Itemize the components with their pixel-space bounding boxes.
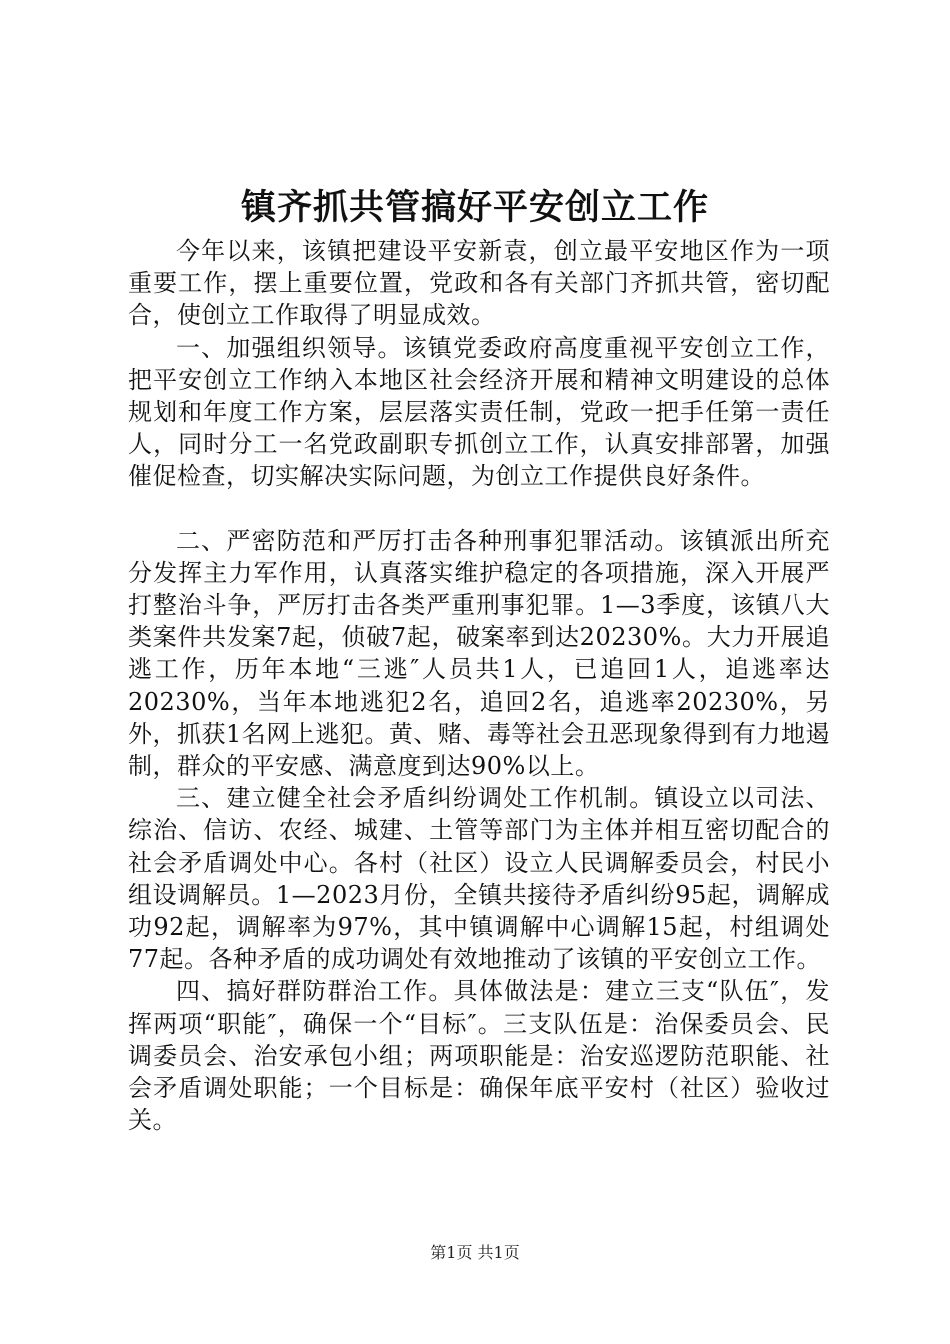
paragraph-section-4: 四、搞好群防群治工作。具体做法是：建立三支“队伍″，发挥两项“职能″，确保一个“目标″。三支队伍是：治保委员会、民调委员会、治安承包小组；两项职能是：治安巡逻防范职能、社会矛盾调处职能；一个目标是：确保年底平安村（社区）验收过关。: [128, 977, 830, 1135]
document-title: 镇齐抓共管搞好平安创立工作: [240, 187, 709, 228]
document-body: [128, 235, 830, 1136]
paragraph-section-2: 二、严密防范和严厉打击各种刑事犯罪活动。该镇派出所充分发挥主力军作用，认真落实维护稳定的各项措施，深入开展严打整治斗争，严厉打击各类严重刑事犯罪。1—3季度，该镇八大类案件共发案7起，侦破7起，破案率到达20230%。大力开展追逃工作，历年本地“三逃″人员共1人，已追回1人，追逃率达20230%，当年本地逃犯2名，追回2名，追逃率20230%，另外，抓获1名网上逃犯。黄、赌、毒等社会丑恶现象得到有力地遏制，群众的平安感、满意度到达90%以上。: [128, 526, 830, 781]
page-footer: 第1页 共1页: [430, 1243, 520, 1262]
paragraph-section-1: 一、加强组织领导。该镇党委政府高度重视平安创立工作，把平安创立工作纳入本地区社会经济开展和精神文明建设的总体规划和年度工作方案，层层落实责任制，党政一把手任第一责任人，同时分工一名党政副职专抓创立工作，认真安排部署，加强催促检查，切实解决实际问题，为创立工作提供良好条件。: [128, 333, 830, 491]
paragraph-intro: 今年以来，该镇把建设平安新袁，创立最平安地区作为一项重要工作，摆上重要位置，党政和各有关部门齐抓共管，密切配合，使创立工作取得了明显成效。: [128, 237, 830, 330]
paragraph-section-3: 三、建立健全社会矛盾纠纷调处工作机制。镇设立以司法、综治、信访、农经、城建、土管等部门为主体并相互密切配合的社会矛盾调处中心。各村（社区）设立人民调解委员会，村民小组设调解员。1—2023月份，全镇共接待矛盾纠纷95起，调解成功92起，调解率为97%，其中镇调解中心调解15起，村组调处77起。各种矛盾的成功调处有效地推动了该镇的平安创立工作。: [128, 784, 830, 974]
